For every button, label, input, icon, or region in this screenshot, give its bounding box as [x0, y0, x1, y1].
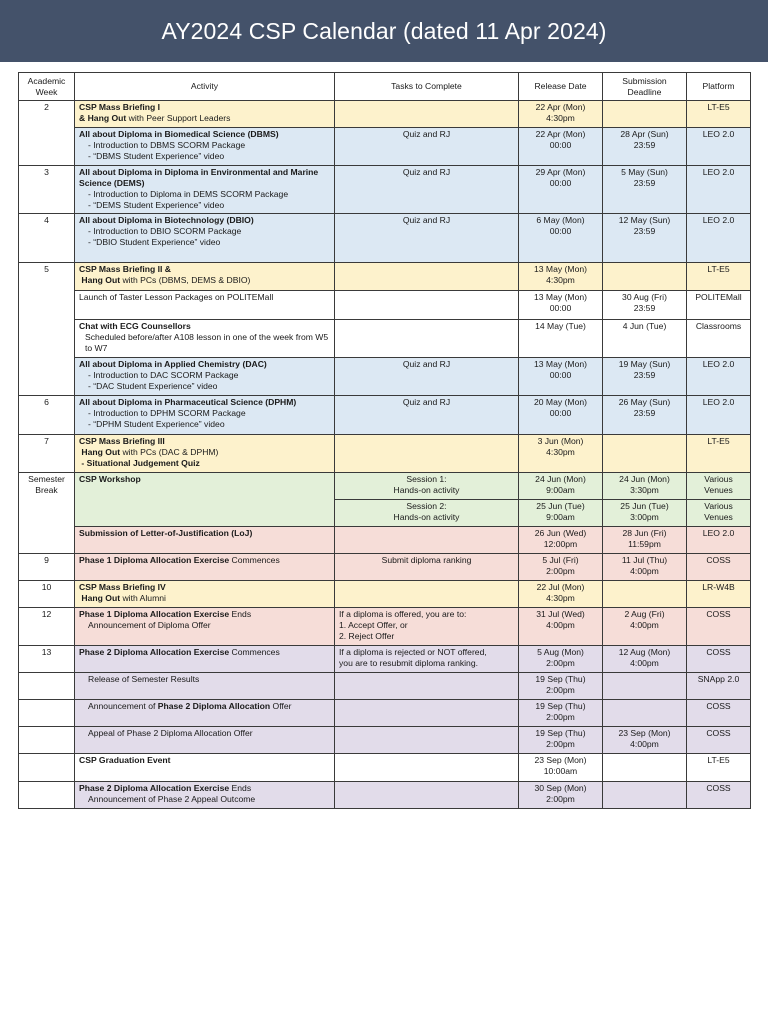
- activity-cell: CSP Workshop: [75, 473, 335, 527]
- activity-cell: Appeal of Phase 2 Diploma Allocation Offer: [75, 727, 335, 754]
- platform-cell: LEO 2.0: [687, 396, 751, 435]
- deadline-cell: [603, 101, 687, 128]
- week-cell: 3: [19, 166, 75, 214]
- release-cell: 14 May (Tue): [519, 320, 603, 358]
- release-cell: 6 May (Mon) 00:00: [519, 214, 603, 263]
- week-cell: [19, 754, 75, 782]
- release-cell: 19 Sep (Thu) 2:00pm: [519, 673, 603, 700]
- tasks-cell: [335, 673, 519, 700]
- tasks-cell: [335, 263, 519, 291]
- platform-cell: LEO 2.0: [687, 214, 751, 263]
- deadline-cell: 12 May (Sun) 23:59: [603, 214, 687, 263]
- platform-cell: POLITEMall: [687, 291, 751, 320]
- tasks-cell: [335, 700, 519, 727]
- activity-cell: All about Diploma in Biotechnology (DBIO) - Introduction to DBIO SCORM Package - “DBIO Student Experience” video: [75, 214, 335, 263]
- deadline-cell: 26 May (Sun) 23:59: [603, 396, 687, 435]
- table-row: [19, 435, 751, 473]
- platform-cell: LT-E5: [687, 263, 751, 291]
- table-row: [19, 214, 751, 263]
- activity-cell: CSP Mass Briefing IV Hang Out with Alumni: [75, 581, 335, 608]
- week-cell: [19, 782, 75, 809]
- table-row: [19, 608, 751, 646]
- deadline-cell: [603, 435, 687, 473]
- platform-cell: COSS: [687, 727, 751, 754]
- release-cell: 22 Apr (Mon) 4:30pm: [519, 101, 603, 128]
- page-title: AY2024 CSP Calendar (dated 11 Apr 2024): [161, 17, 607, 44]
- week-cell: [19, 700, 75, 727]
- table-row: [19, 581, 751, 608]
- table-row: [19, 754, 751, 782]
- tasks-cell: Quiz and RJ: [335, 166, 519, 214]
- table-row: [19, 727, 751, 754]
- col-header-platform: Platform: [687, 73, 751, 101]
- tasks-cell: Submit diploma ranking: [335, 554, 519, 581]
- deadline-cell: [603, 700, 687, 727]
- activity-cell: CSP Mass Briefing I & Hang Out with Peer Support Leaders: [75, 101, 335, 128]
- release-cell: 5 Jul (Fri) 2:00pm: [519, 554, 603, 581]
- deadline-cell: [603, 263, 687, 291]
- deadline-cell: 5 May (Sun) 23:59: [603, 166, 687, 214]
- tasks-cell: Session 2: Hands-on activity: [335, 500, 519, 527]
- col-header-week: Academic Week: [19, 73, 75, 101]
- deadline-cell: [603, 782, 687, 809]
- deadline-cell: 28 Apr (Sun) 23:59: [603, 128, 687, 166]
- release-cell: 30 Sep (Mon) 2:00pm: [519, 782, 603, 809]
- table-row: [19, 646, 751, 673]
- tasks-cell: Session 1: Hands-on activity: [335, 473, 519, 500]
- tasks-cell: If a diploma is offered, you are to: 1. Accept Offer, or 2. Reject Offer: [335, 608, 519, 646]
- tasks-cell: [335, 320, 519, 358]
- tasks-cell: [335, 527, 519, 554]
- deadline-cell: 28 Jun (Fri) 11:59pm: [603, 527, 687, 554]
- week-cell: 13: [19, 646, 75, 673]
- week-cell: 6: [19, 396, 75, 435]
- release-cell: 3 Jun (Mon) 4:30pm: [519, 435, 603, 473]
- week-cell: 2: [19, 101, 75, 166]
- deadline-cell: 12 Aug (Mon) 4:00pm: [603, 646, 687, 673]
- deadline-cell: [603, 754, 687, 782]
- activity-cell: Release of Semester Results: [75, 673, 335, 700]
- activity-cell: Announcement of Phase 2 Diploma Allocation Offer: [75, 700, 335, 727]
- deadline-cell: 19 May (Sun) 23:59: [603, 358, 687, 396]
- tasks-cell: [335, 291, 519, 320]
- platform-cell: COSS: [687, 554, 751, 581]
- week-cell: Semester Break: [19, 473, 75, 554]
- activity-cell: Submission of Letter-of-Justification (LoJ): [75, 527, 335, 554]
- platform-cell: LEO 2.0: [687, 527, 751, 554]
- col-header-tasks: Tasks to Complete: [335, 73, 519, 101]
- deadline-cell: 25 Jun (Tue) 3:00pm: [603, 500, 687, 527]
- tasks-cell: [335, 101, 519, 128]
- activity-cell: All about Diploma in Diploma in Environmental and Marine Science (DEMS) - Introduction to Diploma in DEMS SCORM Package - “DEMS Student Experience” video: [75, 166, 335, 214]
- platform-cell: Various Venues: [687, 473, 751, 500]
- platform-cell: LR-W4B: [687, 581, 751, 608]
- release-cell: 19 Sep (Thu) 2:00pm: [519, 700, 603, 727]
- table-header-row: [19, 73, 751, 101]
- activity-cell: Launch of Taster Lesson Packages on POLITEMall: [75, 291, 335, 320]
- release-cell: 13 May (Mon) 4:30pm: [519, 263, 603, 291]
- table-row: [19, 166, 751, 214]
- deadline-cell: 23 Sep (Mon) 4:00pm: [603, 727, 687, 754]
- tasks-cell: [335, 754, 519, 782]
- activity-cell: Phase 1 Diploma Allocation Exercise Commences: [75, 554, 335, 581]
- table-row: [19, 128, 751, 166]
- table-row: [19, 554, 751, 581]
- week-cell: [19, 727, 75, 754]
- week-cell: 12: [19, 608, 75, 646]
- deadline-cell: 11 Jul (Thu) 4:00pm: [603, 554, 687, 581]
- week-cell: 5: [19, 263, 75, 396]
- table-row: [19, 673, 751, 700]
- release-cell: 22 Jul (Mon) 4:30pm: [519, 581, 603, 608]
- activity-cell: Phase 2 Diploma Allocation Exercise Ends Announcement of Phase 2 Appeal Outcome: [75, 782, 335, 809]
- platform-cell: COSS: [687, 782, 751, 809]
- platform-cell: LT-E5: [687, 435, 751, 473]
- table-row: [19, 782, 751, 809]
- deadline-cell: 4 Jun (Tue): [603, 320, 687, 358]
- col-header-release: Release Date: [519, 73, 603, 101]
- tasks-cell: Quiz and RJ: [335, 396, 519, 435]
- deadline-cell: [603, 581, 687, 608]
- release-cell: 5 Aug (Mon) 2:00pm: [519, 646, 603, 673]
- table-row: [19, 396, 751, 435]
- platform-cell: COSS: [687, 700, 751, 727]
- deadline-cell: [603, 673, 687, 700]
- platform-cell: LT-E5: [687, 101, 751, 128]
- activity-cell: CSP Graduation Event: [75, 754, 335, 782]
- col-header-activity: Activity: [75, 73, 335, 101]
- table-row: [19, 291, 751, 320]
- platform-cell: COSS: [687, 608, 751, 646]
- release-cell: 19 Sep (Thu) 2:00pm: [519, 727, 603, 754]
- table-row: [19, 263, 751, 291]
- table-row: [19, 527, 751, 554]
- tasks-cell: Quiz and RJ: [335, 128, 519, 166]
- table-row: [19, 358, 751, 396]
- activity-cell: CSP Mass Briefing III Hang Out with PCs (DAC & DPHM) - Situational Judgement Quiz: [75, 435, 335, 473]
- release-cell: 13 May (Mon) 00:00: [519, 291, 603, 320]
- platform-cell: LEO 2.0: [687, 128, 751, 166]
- activity-cell: Phase 1 Diploma Allocation Exercise Ends Announcement of Diploma Offer: [75, 608, 335, 646]
- week-cell: 4: [19, 214, 75, 263]
- tasks-cell: If a diploma is rejected or NOT offered, you are to resubmit diploma ranking.: [335, 646, 519, 673]
- table-row: [19, 700, 751, 727]
- week-cell: [19, 673, 75, 700]
- table-row: [19, 320, 751, 358]
- deadline-cell: 24 Jun (Mon) 3:30pm: [603, 473, 687, 500]
- tasks-cell: Quiz and RJ: [335, 358, 519, 396]
- title-banner: [0, 0, 768, 62]
- tasks-cell: [335, 435, 519, 473]
- deadline-cell: 30 Aug (Fri) 23:59: [603, 291, 687, 320]
- platform-cell: Various Venues: [687, 500, 751, 527]
- week-cell: 7: [19, 435, 75, 473]
- platform-cell: LEO 2.0: [687, 358, 751, 396]
- release-cell: 25 Jun (Tue) 9:00am: [519, 500, 603, 527]
- tasks-cell: [335, 581, 519, 608]
- activity-cell: All about Diploma in Biomedical Science (DBMS) - Introduction to DBMS SCORM Package - “DBMS Student Experience” video: [75, 128, 335, 166]
- table-row: [19, 101, 751, 128]
- tasks-cell: Quiz and RJ: [335, 214, 519, 263]
- activity-cell: Phase 2 Diploma Allocation Exercise Commences: [75, 646, 335, 673]
- tasks-cell: [335, 727, 519, 754]
- week-cell: 10: [19, 581, 75, 608]
- calendar-table: [18, 72, 751, 809]
- platform-cell: LEO 2.0: [687, 166, 751, 214]
- release-cell: 24 Jun (Mon) 9:00am: [519, 473, 603, 500]
- col-header-deadline: Submission Deadline: [603, 73, 687, 101]
- platform-cell: SNApp 2.0: [687, 673, 751, 700]
- release-cell: 31 Jul (Wed) 4:00pm: [519, 608, 603, 646]
- activity-cell: All about Diploma in Pharmaceutical Science (DPHM) - Introduction to DPHM SCORM Package - “DPHM Student Experience” video: [75, 396, 335, 435]
- release-cell: 26 Jun (Wed) 12:00pm: [519, 527, 603, 554]
- release-cell: 13 May (Mon) 00:00: [519, 358, 603, 396]
- release-cell: 23 Sep (Mon) 10:00am: [519, 754, 603, 782]
- activity-cell: CSP Mass Briefing II & Hang Out with PCs (DBMS, DEMS & DBIO): [75, 263, 335, 291]
- release-cell: 20 May (Mon) 00:00: [519, 396, 603, 435]
- table-row: [19, 473, 751, 500]
- activity-cell: Chat with ECG Counsellors Scheduled before/after A108 lesson in one of the week from W5 to W7: [75, 320, 335, 358]
- platform-cell: LT-E5: [687, 754, 751, 782]
- tasks-cell: [335, 782, 519, 809]
- release-cell: 29 Apr (Mon) 00:00: [519, 166, 603, 214]
- deadline-cell: 2 Aug (Fri) 4:00pm: [603, 608, 687, 646]
- week-cell: 9: [19, 554, 75, 581]
- release-cell: 22 Apr (Mon) 00:00: [519, 128, 603, 166]
- platform-cell: COSS: [687, 646, 751, 673]
- platform-cell: Classrooms: [687, 320, 751, 358]
- activity-cell: All about Diploma in Applied Chemistry (DAC) - Introduction to DAC SCORM Package - “DAC Student Experience” video: [75, 358, 335, 396]
